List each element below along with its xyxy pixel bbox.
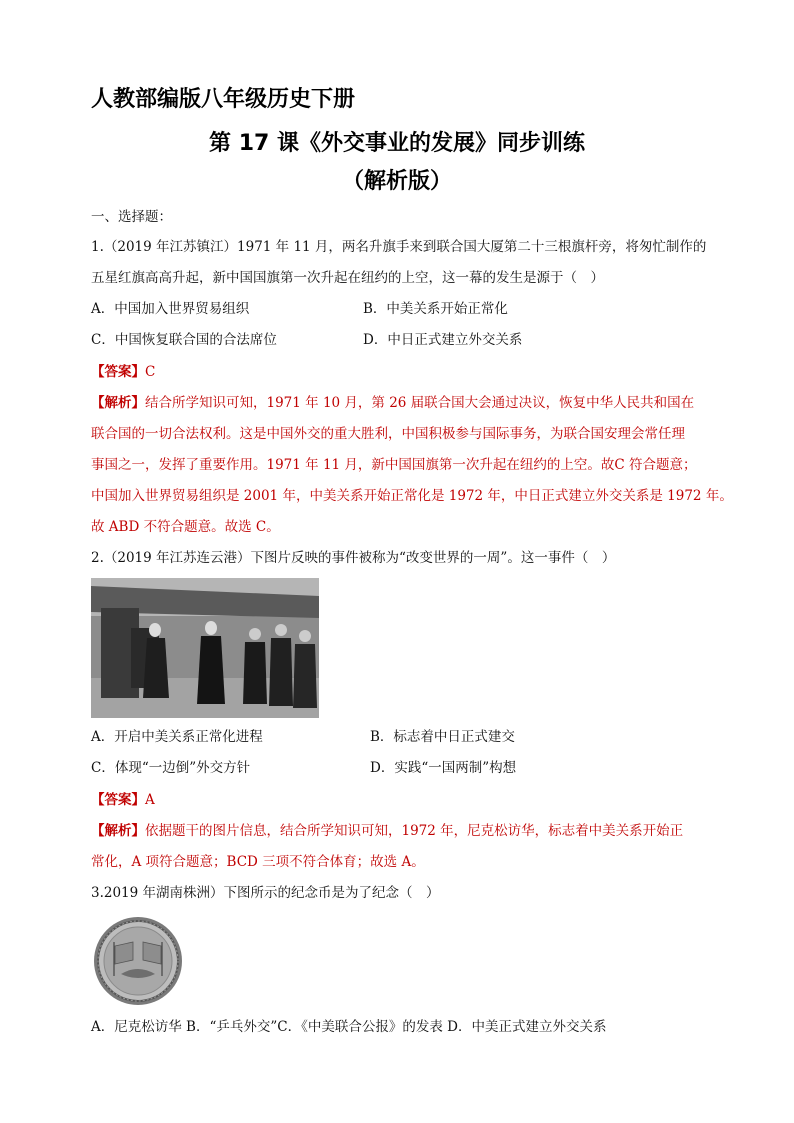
- q3-stem: 3.2019 年湖南株洲）下图所示的纪念币是为了纪念（ ）: [91, 885, 440, 901]
- analysis-tag: 【解析】: [91, 823, 145, 839]
- q2-analysis-text1: 依据题干的图片信息，结合所学知识可知，1972 年，尼克松访华，标志着中美关系开始正: [145, 823, 684, 839]
- q2-option-d: D．实践“一国两制”构想: [370, 760, 517, 776]
- q2-answer: [91, 790, 155, 810]
- q1-option-c: C．中国恢复联合国的合法席位: [91, 332, 277, 348]
- section-heading: 一、选择题：: [91, 209, 172, 225]
- q2-analysis-line2: 常化，A 项符合题意；BCD 三项不符合体育；故选 A。: [91, 854, 425, 870]
- q1-option-a: A．中国加入世界贸易组织: [91, 301, 250, 317]
- q1-option-b: B．中美关系开始正常化: [363, 301, 508, 317]
- course-title: 人教部编版八年级历史下册: [91, 87, 356, 112]
- lesson-title: 第 17 课《外交事业的发展》同步训练: [209, 131, 585, 156]
- q2-stem: 2.（2019 年江苏连云港）下图片反映的事件被称为“改变世界的一周”。这一事件（ ）: [91, 550, 616, 566]
- q1-analysis-text1: 结合所学知识可知，1971 年 10 月，第 26 届联合国大会通过决议，恢复中华人民共和国在: [145, 395, 695, 411]
- commemorative-coin-image: [93, 916, 183, 1006]
- answer-tag: 【答案】: [91, 792, 145, 808]
- q1-analysis-line4: 中国加入世界贸易组织是 2001 年，中美关系开始正常化是 1972 年，中日正式建立外交关系是 1972 年。: [91, 488, 733, 504]
- q1-answer-value: C: [145, 364, 156, 380]
- analysis-tag: 【解析】: [91, 395, 145, 411]
- q1-stem-line1: 1.（2019 年江苏镇江）1971 年 11 月，两名升旗手来到联合国大厦第二十三根旗杆旁，将匆忙制作的: [91, 239, 707, 255]
- q2-option-a: A．开启中美关系正常化进程: [91, 729, 263, 745]
- nixon-visit-photo: [91, 578, 319, 718]
- q3-options: A．尼克松访华 B．“乒乓外交”C．《中美联合公报》的发表 D．中美正式建立外交关系: [91, 1019, 607, 1035]
- q2-analysis-line1: [91, 821, 683, 841]
- q2-option-c: C．体现“一边倒”外交方针: [91, 760, 251, 776]
- photo-illustration: [91, 578, 319, 718]
- q1-answer: [91, 362, 155, 382]
- q1-stem-line2: 五星红旗高高升起，新中国国旗第一次升起在纽约的上空，这一幕的发生是源于（ ）: [91, 270, 604, 286]
- q2-option-b: B．标志着中日正式建交: [370, 729, 515, 745]
- q1-option-d: D．中日正式建立外交关系: [363, 332, 523, 348]
- answer-tag: 【答案】: [91, 364, 145, 380]
- q1-analysis-line3: 事国之一，发挥了重要作用。1971 年 11 月，新中国国旗第一次升起在纽约的上空。故C 符合题意；: [91, 457, 697, 473]
- edition-subtitle: （解析版）: [341, 169, 452, 194]
- coin-illustration: [93, 916, 183, 1006]
- q1-analysis-line1: [91, 393, 694, 413]
- q1-analysis-line5: 故 ABD 不符合题意。故选 C。: [91, 519, 280, 535]
- q1-analysis-line2: 联合国的一切合法权利。这是中国外交的重大胜利，中国积极参与国际事务，为联合国安理会常任理: [91, 426, 685, 442]
- q2-answer-value: A: [145, 792, 155, 808]
